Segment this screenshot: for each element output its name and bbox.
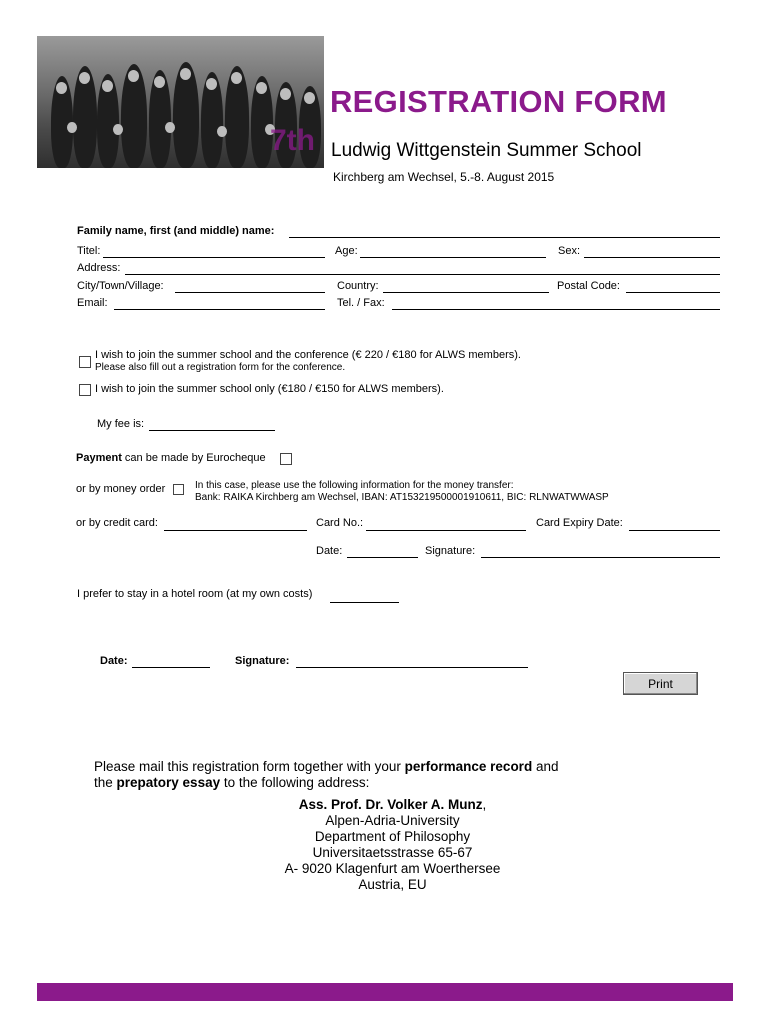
card-no-label: Card No.: xyxy=(316,517,364,529)
email-label: Email: xyxy=(77,297,108,309)
fee-label: My fee is: xyxy=(97,418,145,430)
mail-instructions-line1 xyxy=(94,759,558,774)
payment-bold: Payment xyxy=(76,452,122,464)
credit-card-field[interactable] xyxy=(164,530,307,531)
titel-field[interactable] xyxy=(103,257,325,258)
sex-field[interactable] xyxy=(584,257,720,258)
hotel-label: I prefer to stay in a hotel room (at my own costs) xyxy=(77,588,313,600)
address-field[interactable] xyxy=(125,274,720,275)
city-label: City/Town/Village: xyxy=(77,280,164,292)
performance-record-text: performance record xyxy=(404,759,533,774)
conference-note: Please also fill out a registration form for the conference. xyxy=(95,362,346,373)
conference-checkbox[interactable] xyxy=(79,356,91,368)
age-field[interactable] xyxy=(360,257,546,258)
postal-field[interactable] xyxy=(626,292,720,293)
mail-text-1c: and xyxy=(532,759,559,774)
country-label: Country: xyxy=(337,280,379,292)
transfer-note: In this case, please use the following information for the money transfer: xyxy=(195,480,514,491)
edition-watermark: 7th xyxy=(270,124,315,157)
mail-text-2a: the xyxy=(94,775,117,790)
fee-field[interactable] xyxy=(149,430,275,431)
mail-instructions-line2 xyxy=(94,775,369,790)
address-street: Universitaetsstrasse 65-67 xyxy=(312,845,473,860)
address-country: Austria, EU xyxy=(358,877,427,892)
card-no-field[interactable] xyxy=(366,530,526,531)
card-expiry-label: Card Expiry Date: xyxy=(536,517,623,529)
payment-eurocheque-text xyxy=(76,452,266,464)
place-date: Kirchberg am Wechsel, 5.-8. August 2015 xyxy=(333,170,555,184)
mail-text-2c: to the following address: xyxy=(220,775,370,790)
email-field[interactable] xyxy=(114,309,325,310)
recipient-name: Ass. Prof. Dr. Volker A. Munz xyxy=(298,797,483,812)
titel-label: Titel: xyxy=(77,245,101,257)
school-name: Ludwig Wittgenstein Summer School xyxy=(331,140,642,161)
school-only-label: I wish to join the summer school only (€180 / €150 for ALWS members). xyxy=(95,383,444,395)
country-field[interactable] xyxy=(383,292,549,293)
address-university: Alpen-Adria-University xyxy=(325,813,460,828)
city-field[interactable] xyxy=(175,292,325,293)
address-department: Department of Philosophy xyxy=(314,829,471,844)
final-signature-label: Signature: xyxy=(235,655,290,667)
address-label: Address: xyxy=(77,262,121,274)
family-name-label: Family name, first (and middle) name: xyxy=(77,225,275,237)
bank-info: Bank: RAIKA Kirchberg am Wechsel, IBAN: AT153219500001910611, BIC: RLNWATWWASP xyxy=(195,492,609,503)
age-label: Age: xyxy=(335,245,358,257)
mail-text-1a: Please mail this registration form together with your xyxy=(94,759,405,774)
payment-rest: can be made by Eurocheque xyxy=(121,452,266,464)
telfax-field[interactable] xyxy=(392,309,720,310)
postal-label: Postal Code: xyxy=(557,280,620,292)
address-name xyxy=(200,797,585,812)
eurocheque-checkbox[interactable] xyxy=(280,453,292,465)
prepatory-essay-text: prepatory essay xyxy=(116,775,221,790)
conference-label: I wish to join the summer school and the conference (€ 220 / €180 for ALWS members). xyxy=(95,349,521,361)
address-city: A- 9020 Klagenfurt am Woerthersee xyxy=(284,861,501,876)
recipient-name-suffix: , xyxy=(482,797,487,812)
card-expiry-field[interactable] xyxy=(629,530,720,531)
sex-label: Sex: xyxy=(558,245,581,257)
payment-date-label: Date: xyxy=(316,545,343,557)
payment-signature-field[interactable] xyxy=(481,557,720,558)
credit-card-label: or by credit card: xyxy=(76,517,158,529)
telfax-label: Tel. / Fax: xyxy=(337,297,385,309)
payment-date-field[interactable] xyxy=(347,557,418,558)
print-button[interactable]: Print xyxy=(623,672,698,695)
form-title: REGISTRATION FORM xyxy=(330,84,667,119)
final-signature-field[interactable] xyxy=(296,667,528,668)
final-date-field[interactable] xyxy=(132,667,210,668)
school-only-checkbox[interactable] xyxy=(79,384,91,396)
hotel-field[interactable] xyxy=(330,602,399,603)
family-name-field[interactable] xyxy=(289,237,720,238)
money-order-checkbox[interactable] xyxy=(173,484,184,495)
final-date-label: Date: xyxy=(100,655,128,667)
payment-signature-label: Signature: xyxy=(425,545,476,557)
footer-bar xyxy=(37,983,733,1001)
money-order-label: or by money order xyxy=(76,483,166,495)
